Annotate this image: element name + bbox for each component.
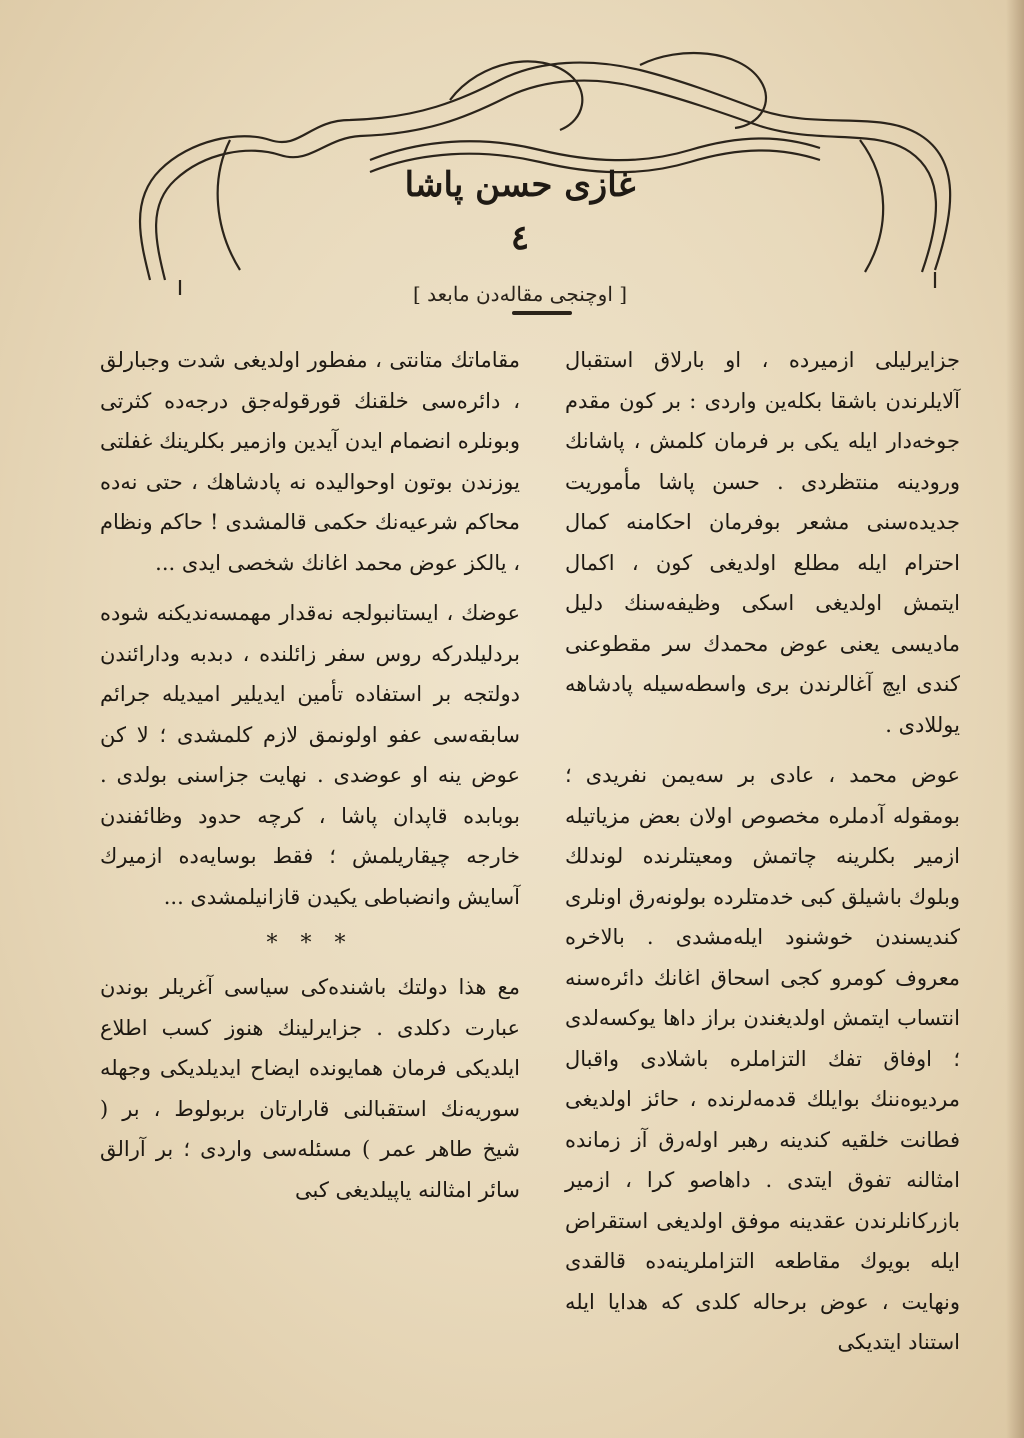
left-text-column [100, 340, 520, 1210]
title-divider [512, 311, 572, 315]
paragraph: مع هذا دولتك باشندەکی سیاسی آغریلر بوندن عبارت دکلدی . جزایرلینك هنوز کسب اطلاع ایلدیکی فرمان همایوندە ایضاح ایدیلدیکی وجهلە سوریەنك استقبالنی قارارتان بربولوط ، بر ( شیخ طاهر عمر ) مسئلەسی واردی ؛ بر آرالق سائر امثالنە یاپیلدیغی کبی [100, 975, 520, 1202]
article-title: غازی حسن پاشا [404, 165, 636, 205]
paragraph: عوضك ، ایستانبولجە نەقدار مهمسەندیکنە شودە بردلیلدرکە روس سفر زائلندە ، دبدبە ودارائندن دولتجە بر استفادە تأمین ایدیلیر امیدیلە جرائم سابقەسی عفو اولونمق لازم کلمشدی ؛ لا کن عوض ینە او عوضدی . نهایت جزاسنی بولدی . بوبابدە قاپدان پاشا ، کرچە حدود وظائفندن خارجە چیقاریلمش ؛ فقط بوسایەدە ازمیرك آسایش وانضباطی یکیدن قازانیلمشدی ... [100, 601, 520, 909]
part-number: ٤ [510, 218, 530, 258]
paragraph: مقاماتك متانتی ، مفطور اولدیغی شدت وجبارلق ، دائرەسی خلقنك قورقولەجق درجەدە کثرتی وبونلرە انضمام ایدن آیدین وازمیر بکلرینك غفلتی یوزندن بوتون اوحوالیدە نە پادشاهك ، حتی نەدە محاکم شرعیەنك حکمی قالمشدی ! حاکم ونظام ، یالکز عوض محمد اغانك شخصی ایدی ... [100, 348, 520, 575]
paragraph: جزایرلیلی ازمیردە ، او بارلاق استقبال آلایلرندن باشقا بکلەین واردی : بر کون مقدم جوخەدار ایلە یکی بر فرمان کلمش ، پاشانك ورودینە منتظردی . حسن پاشا مأموریت جدیدەسنی مشعر بوفرمان احکامنە کمال احترام ایلە مطلع اولدیغی کون ، اکمال ایتمش اولدیغی اسکی وظیفەسنك دلیل مادیسی یعنی عوض محمدك سر مقطوعنی کندی ایچ آغالرندن بری واسطەسیلە پادشاهە یوللادی . [565, 348, 960, 737]
continuation-note: [ اوچنجی مقالەدن مابعد ] [412, 282, 628, 306]
paragraph: عوض محمد ، عادی بر سەیمن نفریدی ؛ بومقولە آدملرە مخصوص اولان بعض مزیاتیلە ازمیر بکلرینە چاتمش ومعیتلرندە لوندلك وبلوك باشیلق کبی خدمتلردە بولونەرق اونلری کندیسندن خوشنود ایلەمشدی . بالاخرە معروف کومرو کجی اسحاق اغانك دائرەسنە انتساب ایتمش اولدیغندن براز داها یوکسەلدی ؛ اوفاق تفك التزاملرە باشلادی واقبال مردیوەننك بوایلك قدمەلرندە ، حائز اولدیغی فطانت خلقیە کندینە رهبر اولەرق آز زماندە امثالنە تفوق ایتدی . داهاصو کرا ، ازمیر بازرکانلرندن عقدینە موفق اولدیغی استقراض ایلە بویوك مقاطعە التزاملرینەدە قالقدی ونهایت ، عوض برحالە کلدی کە هدایا ایلە استناد ایتدیکی [565, 763, 960, 1354]
section-break-asterisks: * * * [266, 931, 354, 956]
right-text-column [565, 340, 960, 1363]
article-header [240, 160, 800, 308]
